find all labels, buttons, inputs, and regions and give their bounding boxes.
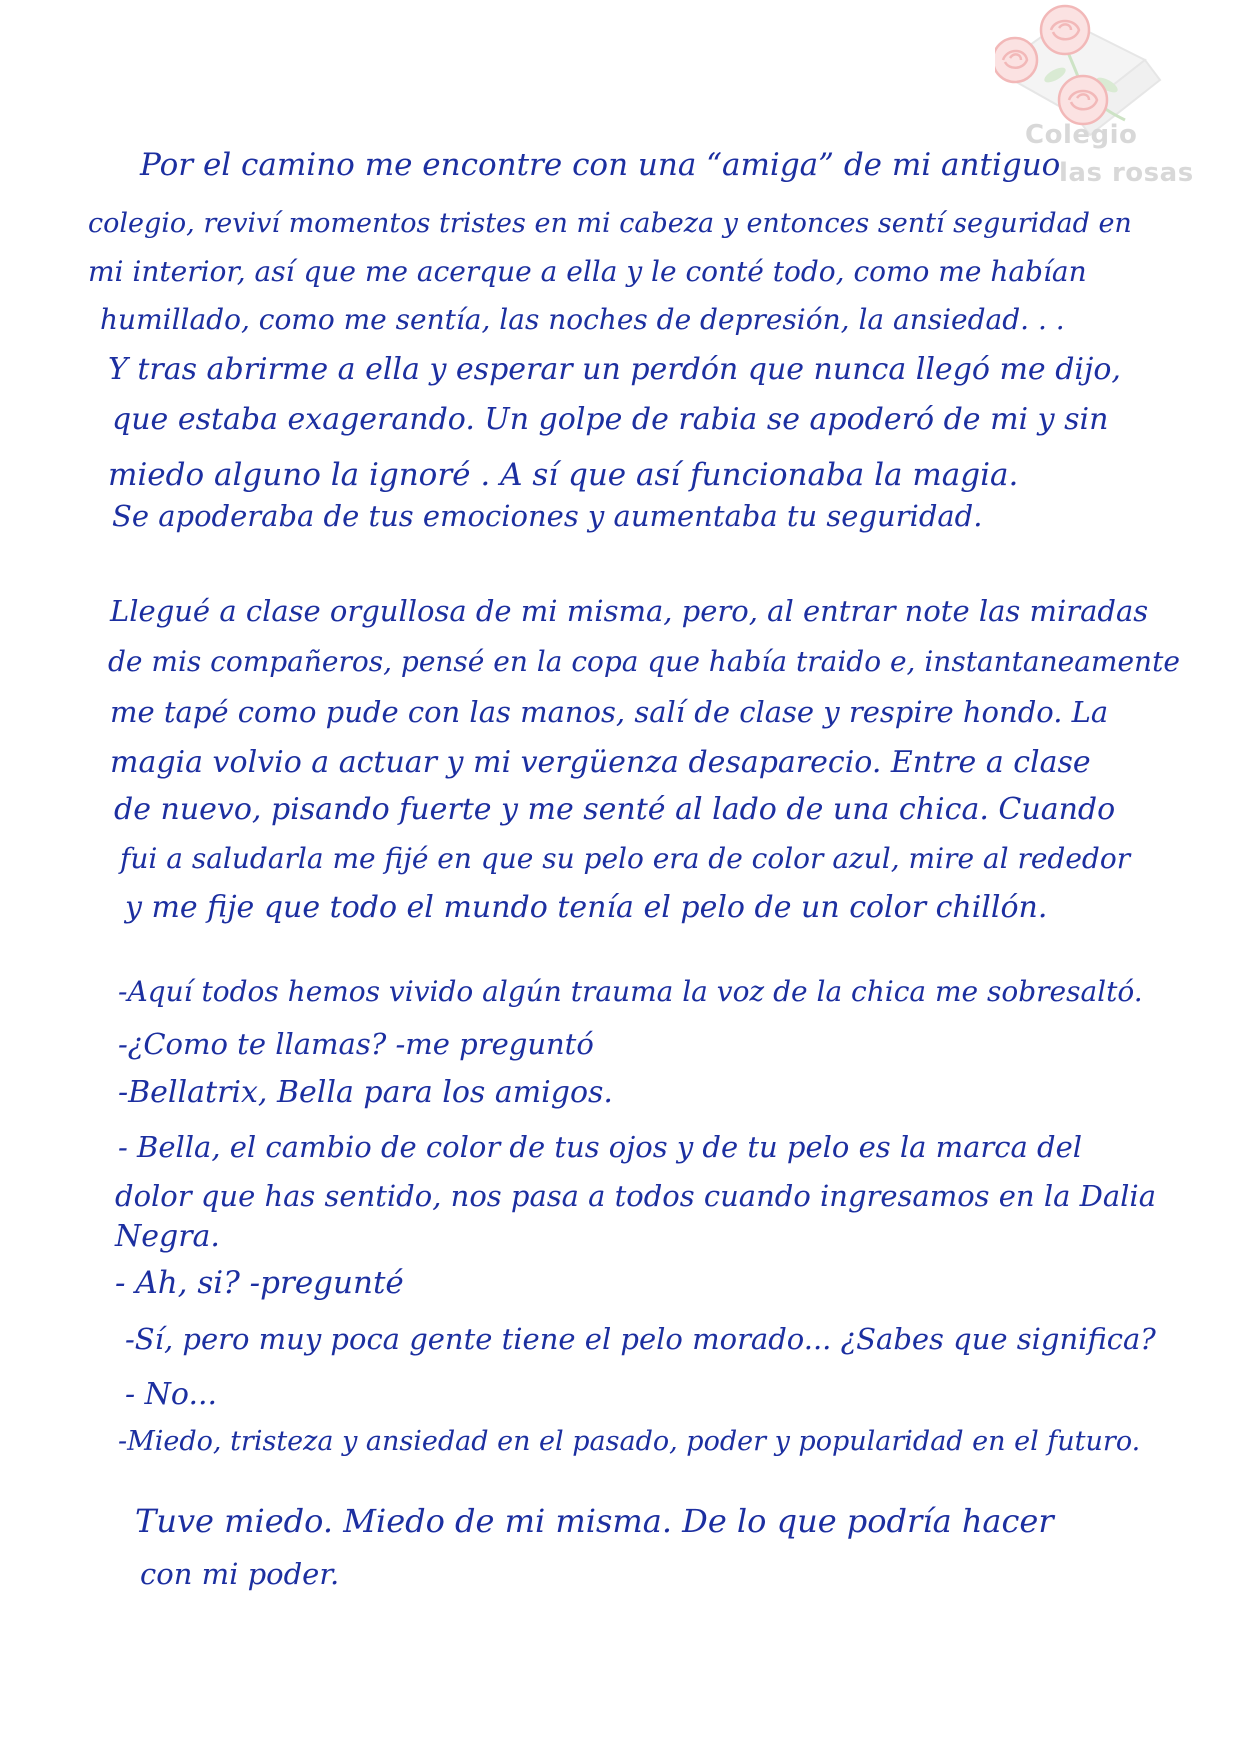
text-line: de nuevo, pisando fuerte y me senté al lado de una chica. Cuando: [114, 792, 1116, 827]
text-line: colegio, reviví momentos tristes en mi cabeza y entonces sentí seguridad en: [88, 208, 1132, 239]
text-line: Se apoderaba de tus emociones y aumentaba tu seguridad.: [112, 499, 983, 533]
text-line: Y tras abrirme a ella y esperar un perdón que nunca llegó me dijo,: [108, 352, 1121, 387]
watermark-line-1: Colegio: [1025, 120, 1138, 150]
text-line: -Aquí todos hemos vivido algún trauma la voz de la chica me sobresaltó.: [118, 975, 1143, 1008]
text-line: -¿Como te llamas? -me preguntó: [118, 1027, 594, 1061]
text-line: me tapé como pude con las manos, salí de clase y respire hondo. La: [110, 695, 1109, 729]
text-line: -Sí, pero muy poca gente tiene el pelo morado... ¿Sabes que significa?: [125, 1322, 1156, 1356]
text-line: Por el camino me encontre con una “amiga” de mi antiguo: [140, 147, 1061, 183]
text-line: humillado, como me sentía, las noches de depresión, la ansiedad. . .: [100, 303, 1065, 336]
text-line: -Bellatrix, Bella para los amigos.: [118, 1075, 613, 1110]
text-line: dolor que has sentido, nos pasa a todos cuando ingresamos en la Dalia: [115, 1179, 1156, 1213]
text-line: - Ah, si? -pregunté: [115, 1265, 404, 1301]
watermark-line-2: las rosas: [1059, 158, 1194, 188]
text-line: que estaba exagerando. Un golpe de rabia se apoderó de mi y sin: [112, 402, 1109, 437]
text-line: fui a saludarla me fijé en que su pelo era de color azul, mire al rededor: [120, 842, 1131, 875]
text-line: - Bella, el cambio de color de tus ojos y de tu pelo es la marca del: [118, 1130, 1083, 1164]
text-line: magia volvio a actuar y mi vergüenza desaparecio. Entre a clase: [110, 745, 1091, 780]
text-line: miedo alguno la ignoré . A sí que así funcionaba la magia.: [108, 457, 1019, 493]
text-line: -Miedo, tristeza y ansiedad en el pasado, poder y popularidad en el futuro.: [118, 1426, 1141, 1457]
text-line: y me fije que todo el mundo tenía el pelo de un color chillón.: [125, 890, 1048, 925]
text-line: - No...: [125, 1377, 218, 1412]
text-line: Tuve miedo. Miedo de mi misma. De lo que podría hacer: [135, 1502, 1054, 1540]
text-line: Negra.: [115, 1219, 220, 1254]
text-line: con mi poder.: [140, 1557, 340, 1591]
text-line: de mis compañeros, pensé en la copa que había traido e, instantaneamente: [108, 645, 1180, 678]
text-line: mi interior, así que me acerque a ella y le conté todo, como me habían: [88, 255, 1087, 288]
text-line: Llegué a clase orgullosa de mi misma, pero, al entrar note las miradas: [110, 594, 1149, 628]
